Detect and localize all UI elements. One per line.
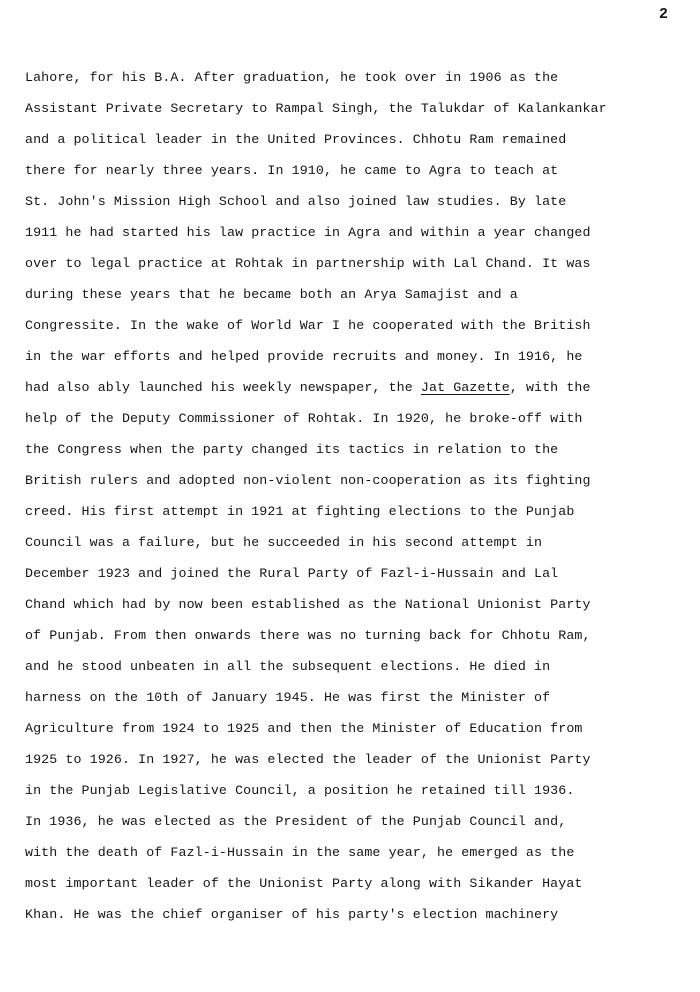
text-line: Assistant Private Secretary to Rampal Singh, the Talukdar of Kalankankar [25, 101, 607, 116]
text-line: Khan. He was the chief organiser of his party's election machinery [25, 907, 559, 922]
text-line: and a political leader in the United Provinces. Chhotu Ram remained [25, 132, 567, 147]
text-line: December 1923 and joined the Rural Party of Fazl-i-Hussain and Lal [25, 566, 559, 581]
text-line: harness on the 10th of January 1945. He was first the Minister of [25, 690, 551, 705]
text-line [25, 376, 685, 407]
text-line: with the death of Fazl-i-Hussain in the same year, he emerged as the [25, 845, 575, 860]
text-line: help of the Deputy Commissioner of Rohtak. In 1920, he broke-off with [25, 411, 583, 426]
text-line: St. John's Mission High School and also joined law studies. By late [25, 194, 567, 209]
text-line: most important leader of the Unionist Party along with Sikander Hayat [25, 876, 583, 891]
text-segment: , with the [509, 380, 591, 395]
text-line: Lahore, for his B.A. After graduation, he took over in 1906 as the [25, 70, 559, 85]
text-line: British rulers and adopted non-violent non-cooperation as its fighting [25, 473, 591, 488]
text-line: 1925 to 1926. In 1927, he was elected the leader of the Unionist Party [25, 752, 591, 767]
text-line: and he stood unbeaten in all the subsequent elections. He died in [25, 659, 551, 674]
text-line: there for nearly three years. In 1910, he came to Agra to teach at [25, 163, 559, 178]
text-line: Chand which had by now been established as the National Unionist Party [25, 597, 591, 612]
text-line: 1911 he had started his law practice in Agra and within a year changed [25, 225, 591, 240]
text-line: Congressite. In the wake of World War I he cooperated with the British [25, 318, 591, 333]
text-line: in the war efforts and helped provide recruits and money. In 1916, he [25, 349, 583, 364]
page-number: 2 [658, 6, 668, 23]
text-line: of Punjab. From then onwards there was no turning back for Chhotu Ram, [25, 628, 591, 643]
text-line: in the Punjab Legislative Council, a position he retained till 1936. [25, 783, 575, 798]
text-line: Agriculture from 1924 to 1925 and then the Minister of Education from [25, 721, 583, 736]
text-line: the Congress when the party changed its tactics in relation to the [25, 442, 559, 457]
newspaper-title: Jat Gazette [420, 380, 510, 395]
text-line: Council was a failure, but he succeeded in his second attempt in [25, 535, 543, 550]
body-text [25, 66, 685, 934]
text-segment: had also ably launched his weekly newspaper, the [25, 380, 421, 395]
text-line: during these years that he became both an Arya Samajist and a [25, 287, 518, 302]
text-line: creed. His first attempt in 1921 at fighting elections to the Punjab [25, 504, 575, 519]
text-line: over to legal practice at Rohtak in partnership with Lal Chand. It was [25, 256, 591, 271]
text-line: In 1936, he was elected as the President of the Punjab Council and, [25, 814, 567, 829]
